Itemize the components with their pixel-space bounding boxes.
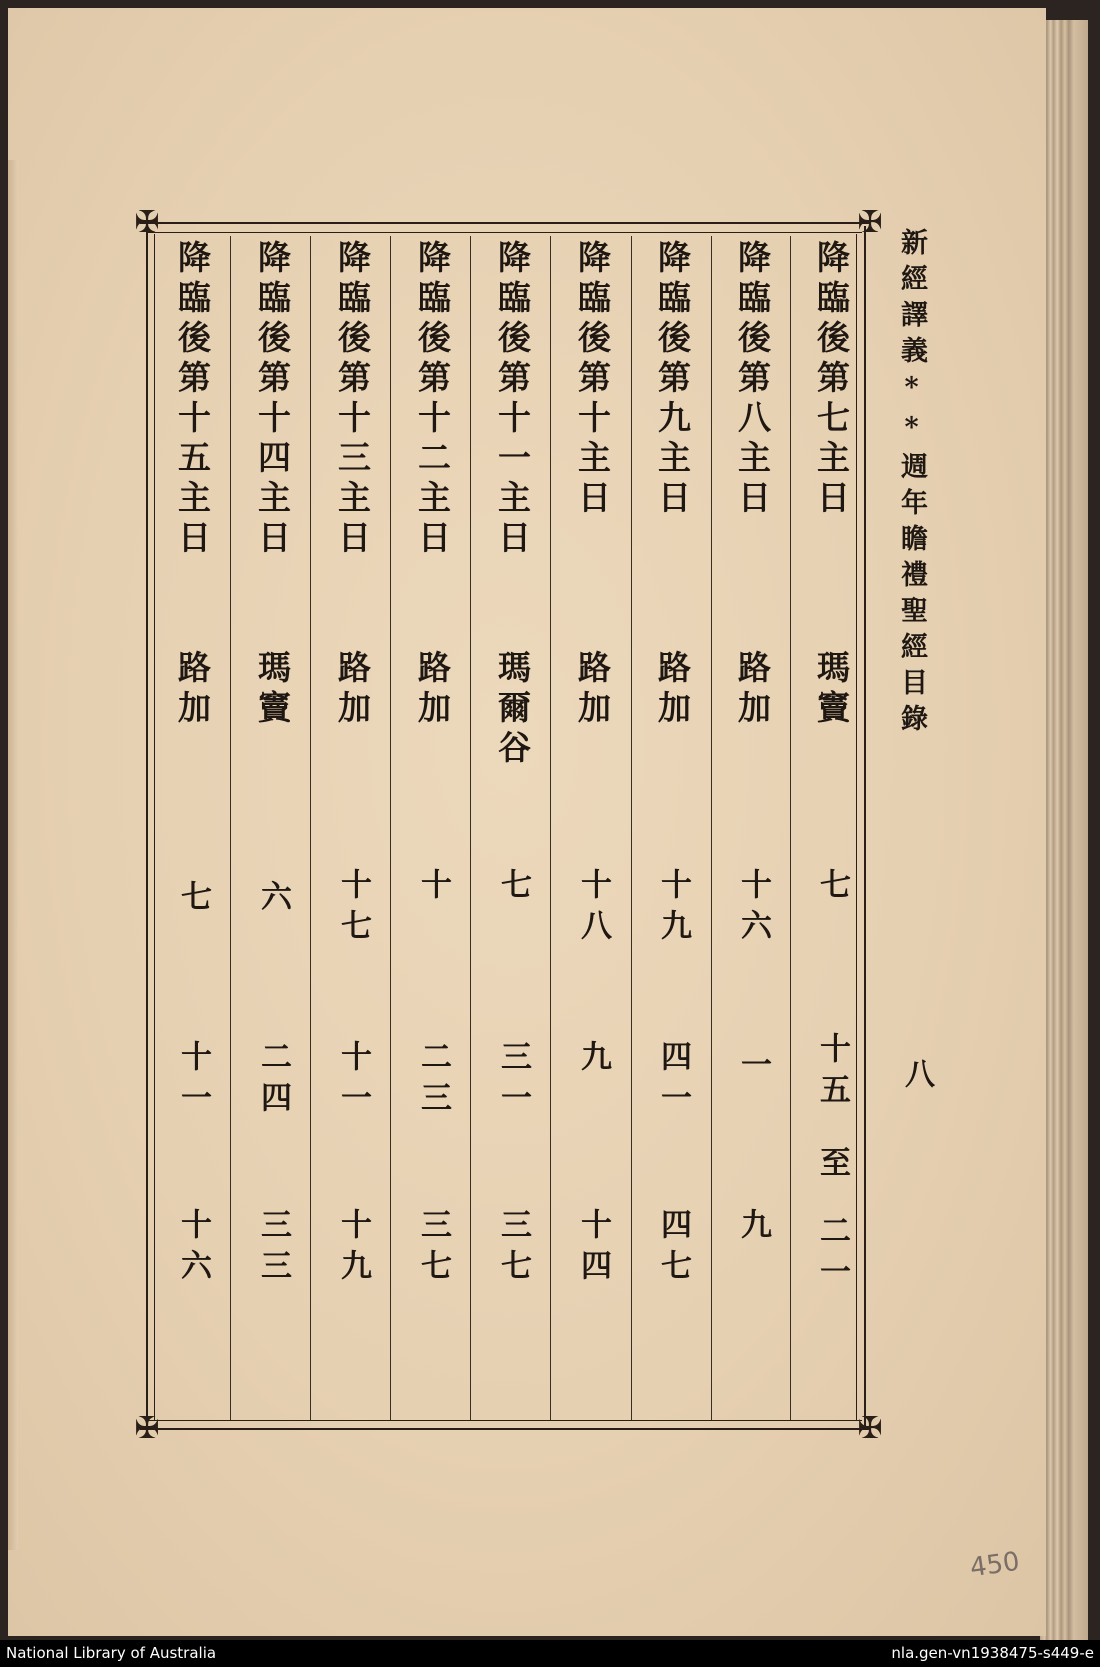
column-divider xyxy=(790,236,791,1420)
row-verse-end: 三三 xyxy=(255,1208,291,1290)
row-title: 降臨後第十一主日 xyxy=(493,240,532,560)
row-verse-sep: 至 xyxy=(814,1146,850,1187)
footer-identifier: nla.gen-vn1938475-s449-e xyxy=(891,1644,1094,1662)
row-book: 瑪竇 xyxy=(812,650,851,730)
footer-bar xyxy=(0,1640,1100,1667)
row-title: 降臨後第十三主日 xyxy=(333,240,372,560)
column-divider xyxy=(390,236,391,1420)
corner-ornament-top-left: ✠ xyxy=(134,205,160,240)
row-title: 降臨後第八主日 xyxy=(733,240,772,520)
row-book: 路加 xyxy=(413,650,452,730)
frame-top-rule-inner xyxy=(148,232,862,233)
row-verse-end: 十九 xyxy=(335,1208,371,1290)
row-title: 降臨後第十二主日 xyxy=(413,240,452,560)
row-title: 降臨後第十四主日 xyxy=(253,240,292,560)
row-book: 瑪爾谷 xyxy=(493,650,532,770)
row-verse-start: 十五 xyxy=(814,1032,850,1114)
frame-top-rule xyxy=(140,222,870,224)
footer-credit: National Library of Australia xyxy=(6,1644,217,1662)
row-chapter: 六 xyxy=(255,880,291,921)
row-book: 路加 xyxy=(573,650,612,730)
corner-ornament-bottom-right: ✠ xyxy=(857,1411,883,1446)
column-divider xyxy=(310,236,311,1420)
row-chapter: 十七 xyxy=(335,868,371,950)
column-divider xyxy=(230,236,231,1420)
frame-left-rule-inner xyxy=(154,234,155,1420)
row-chapter: 七 xyxy=(495,868,531,909)
row-chapter: 十 xyxy=(415,868,451,909)
row-book: 路加 xyxy=(173,650,212,730)
row-title: 降臨後第九主日 xyxy=(653,240,692,520)
frame-bottom-rule xyxy=(140,1428,870,1430)
frame-right-rule xyxy=(864,226,866,1426)
row-verse-end: 十四 xyxy=(575,1208,611,1290)
frame-bottom-rule-inner xyxy=(148,1420,862,1421)
column-divider xyxy=(631,236,632,1420)
row-book: 路加 xyxy=(653,650,692,730)
row-verse-end: 二一 xyxy=(814,1214,850,1296)
row-verse-start: 十一 xyxy=(175,1040,211,1122)
row-verse-start: 四一 xyxy=(655,1040,691,1122)
row-verse-start: 一 xyxy=(735,1048,771,1089)
frame-left-rule xyxy=(146,226,148,1426)
row-title: 降臨後第十五主日 xyxy=(173,240,212,560)
page-stack-edge xyxy=(1040,20,1088,1640)
row-book: 路加 xyxy=(733,650,772,730)
row-verse-start: 九 xyxy=(575,1040,611,1081)
running-header-title: 新經譯義**週年瞻禮聖經目錄 xyxy=(896,228,927,740)
row-chapter: 十九 xyxy=(655,868,691,950)
row-book: 路加 xyxy=(333,650,372,730)
pencil-annotation: 450 xyxy=(968,1546,1022,1584)
corner-ornament-bottom-left: ✠ xyxy=(134,1411,160,1446)
row-chapter: 七 xyxy=(175,880,211,921)
row-verse-start: 三一 xyxy=(495,1040,531,1122)
row-verse-end: 十六 xyxy=(175,1208,211,1290)
row-chapter: 十六 xyxy=(735,868,771,950)
row-verse-end: 三七 xyxy=(495,1208,531,1290)
row-verse-start: 十一 xyxy=(335,1040,371,1122)
column-divider xyxy=(550,236,551,1420)
row-book: 瑪竇 xyxy=(253,650,292,730)
row-verse-end: 四七 xyxy=(655,1208,691,1290)
row-verse-end: 九 xyxy=(735,1208,771,1249)
corner-ornament-top-right: ✠ xyxy=(857,205,883,240)
frame-right-rule-inner xyxy=(856,234,857,1420)
row-chapter: 十八 xyxy=(575,868,611,950)
row-verse-start: 二三 xyxy=(415,1040,451,1122)
row-verse-start: 二四 xyxy=(255,1040,291,1122)
row-chapter: 七 xyxy=(814,868,850,909)
row-title: 降臨後第七主日 xyxy=(812,240,851,520)
column-divider xyxy=(470,236,471,1420)
column-divider xyxy=(711,236,712,1420)
row-verse-end: 三七 xyxy=(415,1208,451,1290)
row-title: 降臨後第十主日 xyxy=(573,240,612,520)
page-number: 八 xyxy=(899,1058,934,1088)
binding-edge xyxy=(8,160,18,1550)
